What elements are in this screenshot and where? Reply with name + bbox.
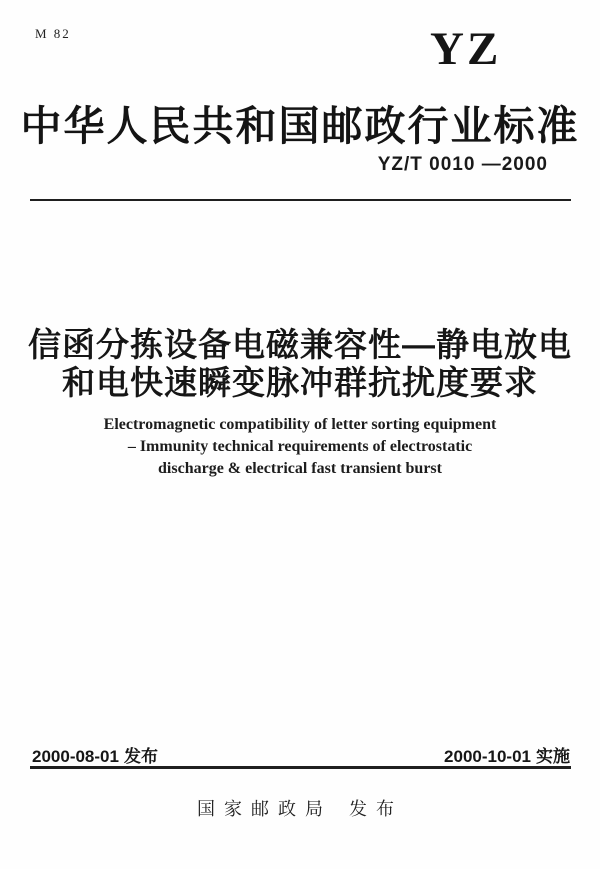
title-english <box>0 414 600 480</box>
implement-date-label: 实施 <box>536 747 570 766</box>
standard-category-title: 中华人民共和国邮政行业标准 <box>20 103 580 149</box>
issue-date-label: 发布 <box>123 747 158 766</box>
title-english-line2: – Immunity technical requirements of electrostatic <box>127 438 473 455</box>
title-english-line3: discharge & electrical fast transient burst <box>158 460 442 477</box>
title-english-line1: Electromagnetic compatibility of letter sorting equipment <box>103 416 497 433</box>
issue-date <box>32 742 158 767</box>
yz-logo: YZ <box>430 23 502 75</box>
dates-row <box>32 742 570 767</box>
header-divider <box>30 199 571 201</box>
publisher-line <box>0 795 600 821</box>
standard-number: YZ/T 0010 —2000 <box>377 154 548 175</box>
implement-date <box>444 742 570 767</box>
issue-date-value: 2000-08-01 <box>32 747 119 766</box>
implement-date-value: 2000-10-01 <box>444 747 531 766</box>
doc-class-code: M 82 <box>35 26 71 41</box>
title-chinese-line1: 信函分拣设备电磁兼容性—静电放电 <box>28 326 572 363</box>
publisher-name: 国家邮政局 <box>197 799 332 819</box>
title-chinese-line2: 和电快速瞬变脉冲群抗扰度要求 <box>62 364 538 401</box>
title-chinese <box>0 326 600 402</box>
footer-divider <box>30 766 571 769</box>
publisher-action: 发布 <box>349 799 403 819</box>
